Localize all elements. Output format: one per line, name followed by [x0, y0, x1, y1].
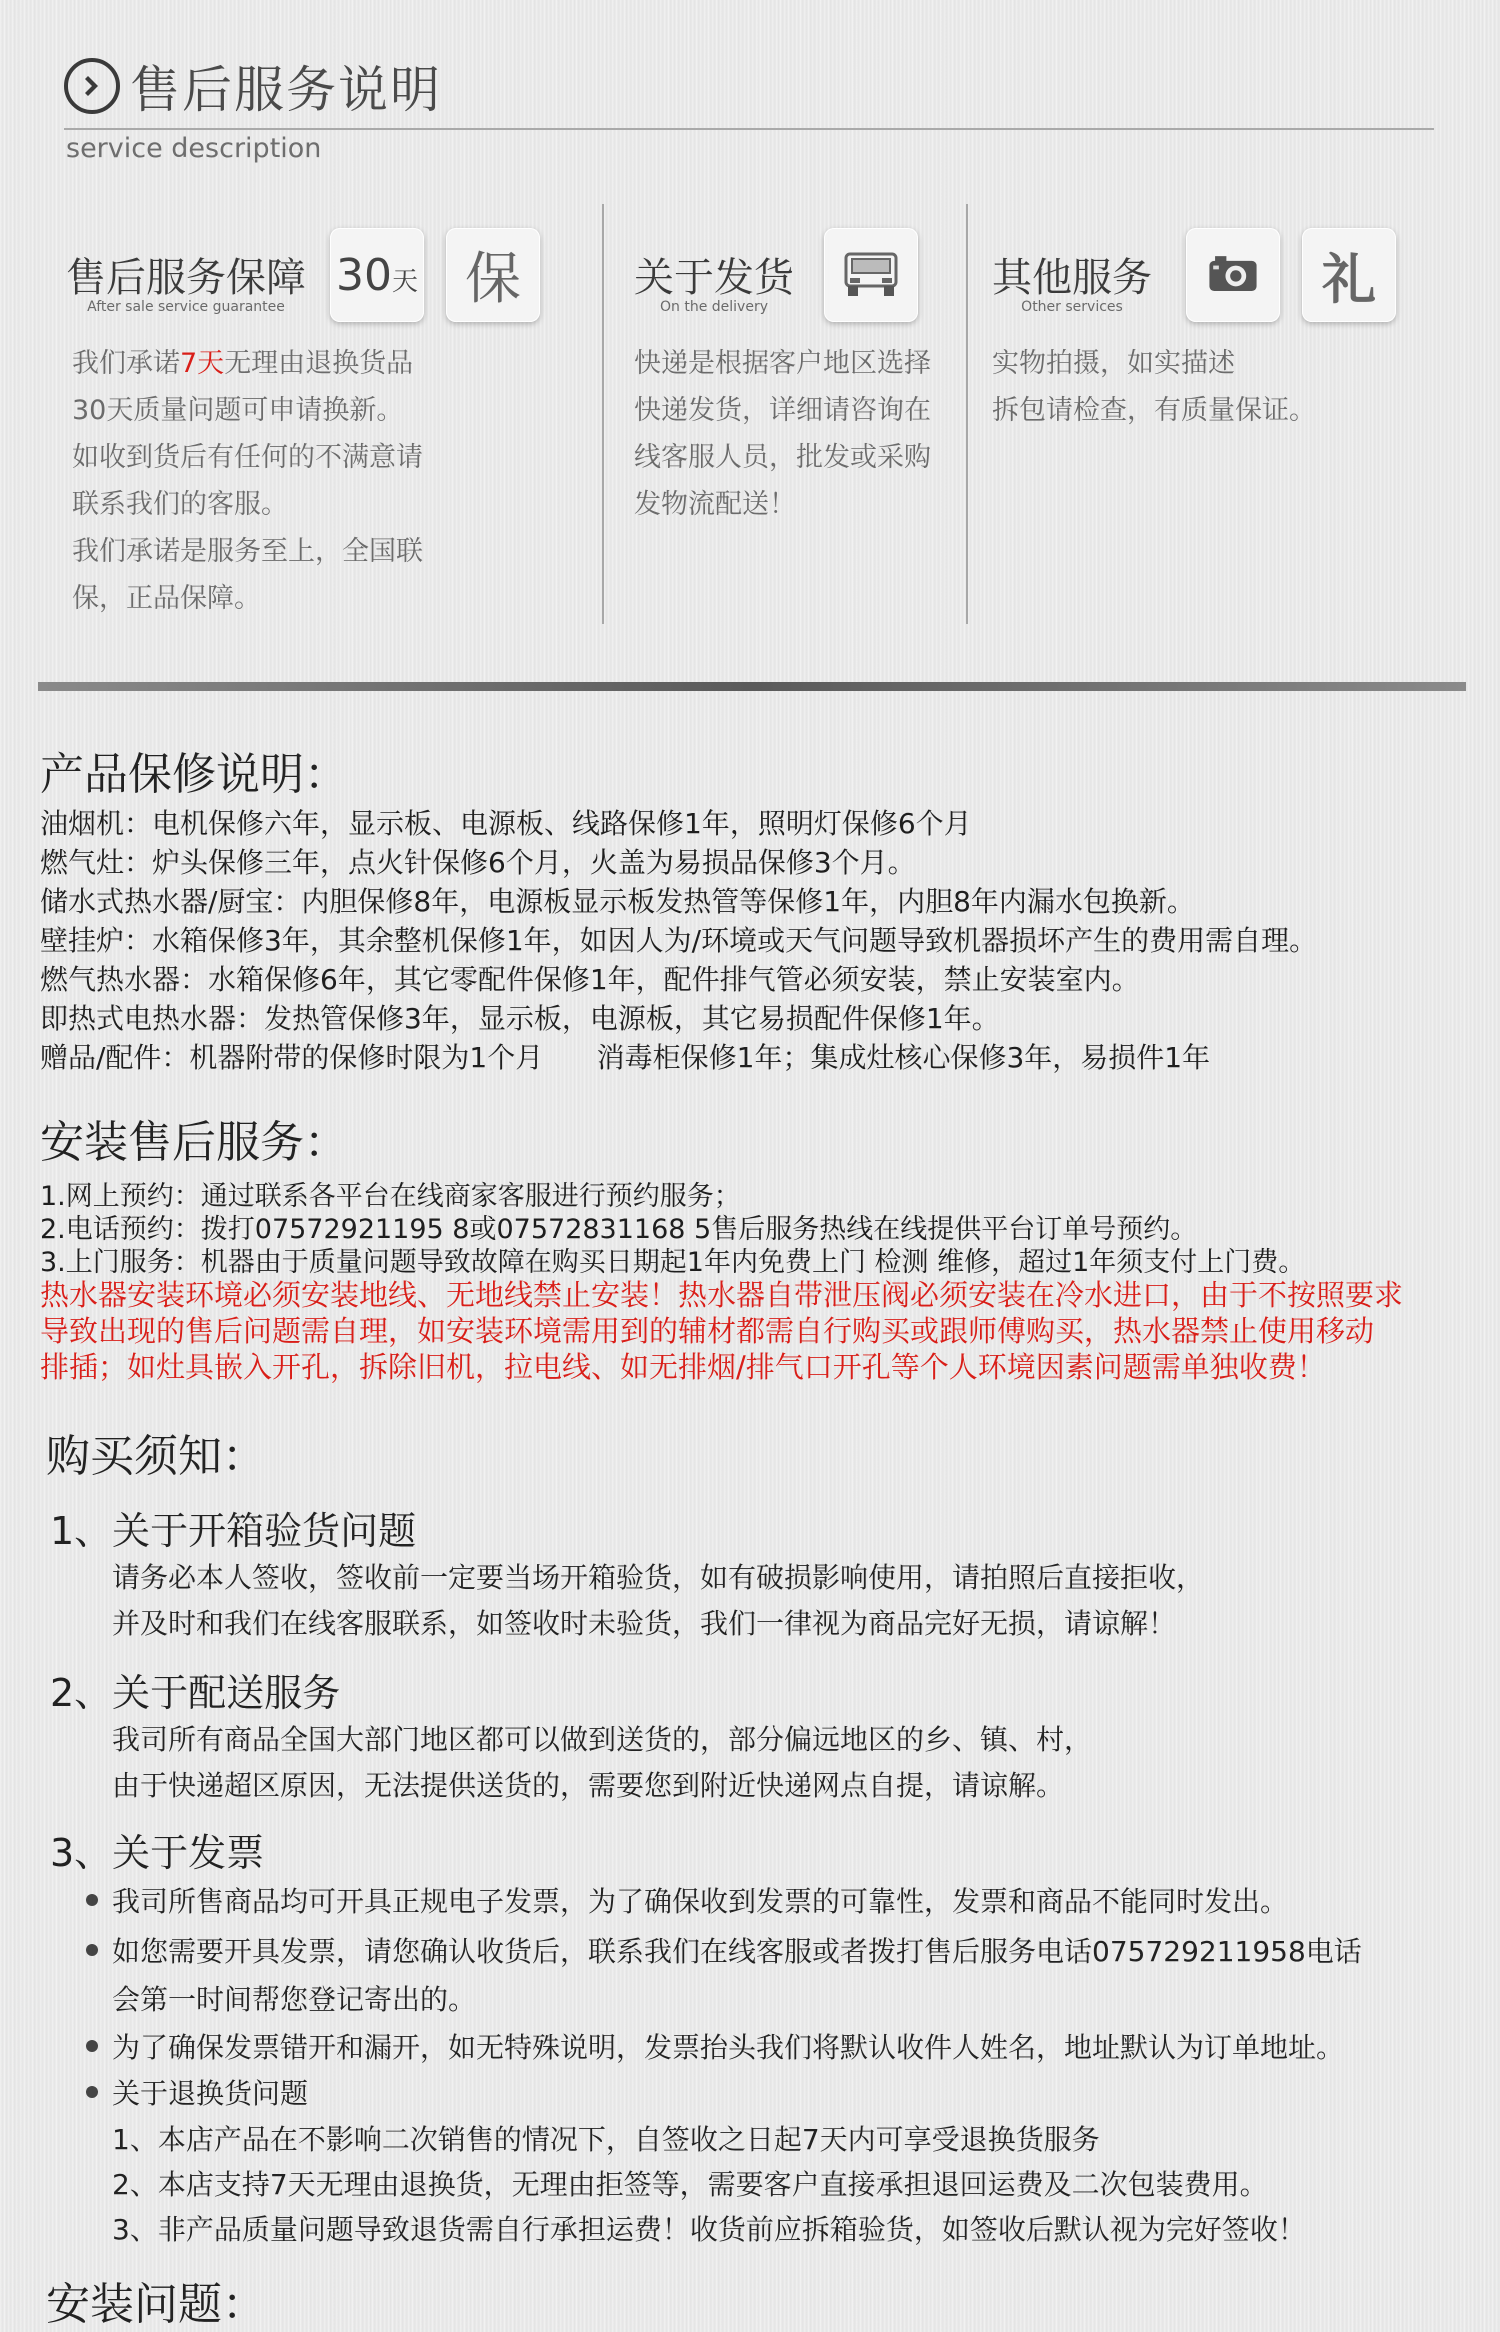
column-divider: [602, 204, 604, 624]
purchase-item-title: 1、关于开箱验货问题: [50, 1509, 417, 1553]
warranty-badge: 保: [446, 228, 540, 322]
warranty-line: 油烟机：电机保修六年，显示板、电源板、线路保修1年，照明灯保修6个月: [40, 807, 972, 840]
chevron-right-icon: [64, 58, 120, 114]
invoice-bullet: 我司所售商品均可开具正规电子发票，为了确保收到发票的可靠性，发票和商品不能同时发出。: [112, 1885, 1289, 1918]
text-line: 30天质量问题可申请换新。: [72, 395, 404, 426]
text-line: 实物拍摄，如实描述: [992, 348, 1235, 379]
purchase-item-body: [112, 1556, 1204, 1648]
install-issues-heading: 安装问题：: [46, 2279, 266, 2330]
bullet-dot: [86, 2086, 98, 2098]
purchase-item-title: 2、关于配送服务: [50, 1671, 341, 1715]
gift-badge: 礼: [1302, 228, 1396, 322]
delivery-text: [634, 340, 931, 528]
text-line: 发物流配送！: [634, 489, 796, 520]
install-line: 2.电话预约：拨打07572921195 8或07572831168 5售后服务热线在线提供平台订单号预约。: [40, 1214, 1198, 1245]
warranty-line: 储水式热水器/厨宝：内胆保修8年，电源板显示板发热管等保修1年，内胆8年内漏水包换新。: [40, 885, 1195, 918]
text-line: 由于快递超区原因，无法提供送货的，需要您到附近快递网点自提，请谅解。: [112, 1769, 1065, 1802]
invoice-bullet: 为了确保发票错开和漏开，如无特殊说明，发票抬头我们将默认收件人姓名，地址默认为订单地址。: [112, 2031, 1345, 2064]
text-line: 拆包请检查，有质量保证。: [992, 395, 1316, 426]
text-line: 我司所有商品全国大部门地区都可以做到送货的，部分偏远地区的乡、镇、村，: [112, 1723, 1093, 1756]
warranty-line: 壁挂炉：水箱保修3年，其余整机保修1年，如因人为/环境或天气问题导致机器损坏产生的费用需自理。: [40, 924, 1318, 957]
install-line: 1.网上预约：通过联系各平台在线商家客服进行预约服务；: [40, 1181, 741, 1212]
text-line: 并及时和我们在线客服联系，如签收时未验货，我们一律视为商品完好无损，请谅解！: [112, 1607, 1177, 1640]
warranty-line: 即热式电热水器：发热管保修3年，显示板，电源板，其它易损配件保修1年。: [40, 1002, 1000, 1035]
column-subtitle: After sale service guarantee: [87, 299, 285, 315]
column-subtitle: Other services: [1021, 299, 1123, 315]
warranty-list: [40, 802, 1317, 1075]
install-list: [40, 1174, 1404, 1384]
column-subtitle: On the delivery: [660, 299, 768, 315]
service-guarantee-text: [72, 340, 423, 622]
text-line: 联系我们的客服。: [72, 489, 288, 520]
page-header: [64, 56, 442, 119]
column-title: 其他服务: [992, 255, 1152, 301]
install-warning-line: 排插；如灶具嵌入开孔，拆除旧机，拉电线、如无排烟/排气口开孔等个人环境因素问题需单独收费！: [40, 1350, 1326, 1384]
column-divider: [966, 204, 968, 624]
warranty-line: 燃气热水器：水箱保修6年，其它零配件保修1年，配件排气管必须安装，禁止安装室内。: [40, 963, 1140, 996]
other-services-text: [992, 340, 1316, 434]
section-divider: [38, 682, 1466, 691]
delivery-heading: [634, 246, 794, 315]
truck-icon: [824, 228, 918, 322]
returns-line: 1、本店产品在不影响二次销售的情况下，自签收之日起7天内可享受退换货服务: [112, 2123, 1100, 2156]
returns-bullet: 关于退换货问题: [112, 2077, 309, 2110]
install-warning-line: 热水器安装环境必须安装地线、无地线禁止安装！热水器自带泄压阀必须安装在冷水进口，由于不按照要求: [40, 1278, 1404, 1312]
bullet-dot: [86, 2040, 98, 2052]
install-warning-line: 导致出现的售后问题需自理，如安装环境需用到的辅材都需自行购买或跟师傅购买，热水器禁止使用移动: [40, 1314, 1375, 1348]
text-line: 快递是根据客户地区选择: [634, 348, 931, 379]
camera-icon: [1186, 228, 1280, 322]
warranty-line: 燃气灶：炉头保修三年，点火针保修6个月，火盖为易损品保修3个月。: [40, 846, 916, 879]
returns-line: 3、非产品质量问题导致退货需自行承担运费！收货前应拆箱验货，如签收后默认视为完好签收！: [112, 2213, 1306, 2246]
30-days-badge: 30 天: [330, 228, 424, 322]
text-line: 如收到货后有任何的不满意请: [72, 442, 423, 473]
purchase-item-title: 3、关于发票: [50, 1831, 265, 1875]
text-line: 保，正品保障。: [72, 583, 261, 614]
header-divider: [64, 128, 1434, 130]
bullet-dot: [86, 1894, 98, 1906]
other-services-heading: [992, 246, 1152, 315]
column-title: 关于发货: [634, 255, 794, 301]
purchase-item-body: [112, 1718, 1092, 1810]
text-line: 我们承诺7天无理由退换货品: [72, 348, 414, 379]
warranty-heading: 产品保修说明：: [40, 749, 348, 800]
text-line: 我们承诺是服务至上，全国联: [72, 536, 423, 567]
returns-line: 2、本店支持7天无理由退换货，无理由拒签等，需要客户直接承担退回运费及二次包装费用。: [112, 2168, 1268, 2201]
page-subtitle: service description: [66, 133, 322, 164]
text-line: 请务必本人签收，签收前一定要当场开箱验货，如有破损影响使用，请拍照后直接拒收，: [112, 1561, 1205, 1594]
warranty-line: 赠品/配件：机器附带的保修时限为1个月 消毒柜保修1年；集成灶核心保修3年，易损件1年: [40, 1041, 1211, 1074]
service-guarantee-heading: [66, 246, 306, 315]
install-heading: 安装售后服务：: [40, 1117, 348, 1168]
returns-list: [112, 2118, 1306, 2253]
bullet-dot: [86, 1944, 98, 1956]
text-line: 快递发货，详细请咨询在: [634, 395, 931, 426]
page-title: 售后服务说明: [130, 61, 442, 119]
purchase-heading: 购买须知：: [46, 1431, 266, 1482]
invoice-bullet-continued: 会第一时间帮您登记寄出的。: [112, 1983, 477, 2016]
column-title: 售后服务保障: [66, 255, 306, 301]
install-line: 3.上门服务：机器由于质量问题导致故障在购买日期起1年内免费上门 检测 维修，超过1年须支付上门费。: [40, 1247, 1306, 1278]
invoice-bullet: 如您需要开具发票，请您确认收货后，联系我们在线客服或者拨打售后服务电话075729211958电话: [112, 1935, 1362, 1968]
text-line: 线客服人员，批发或采购: [634, 442, 931, 473]
